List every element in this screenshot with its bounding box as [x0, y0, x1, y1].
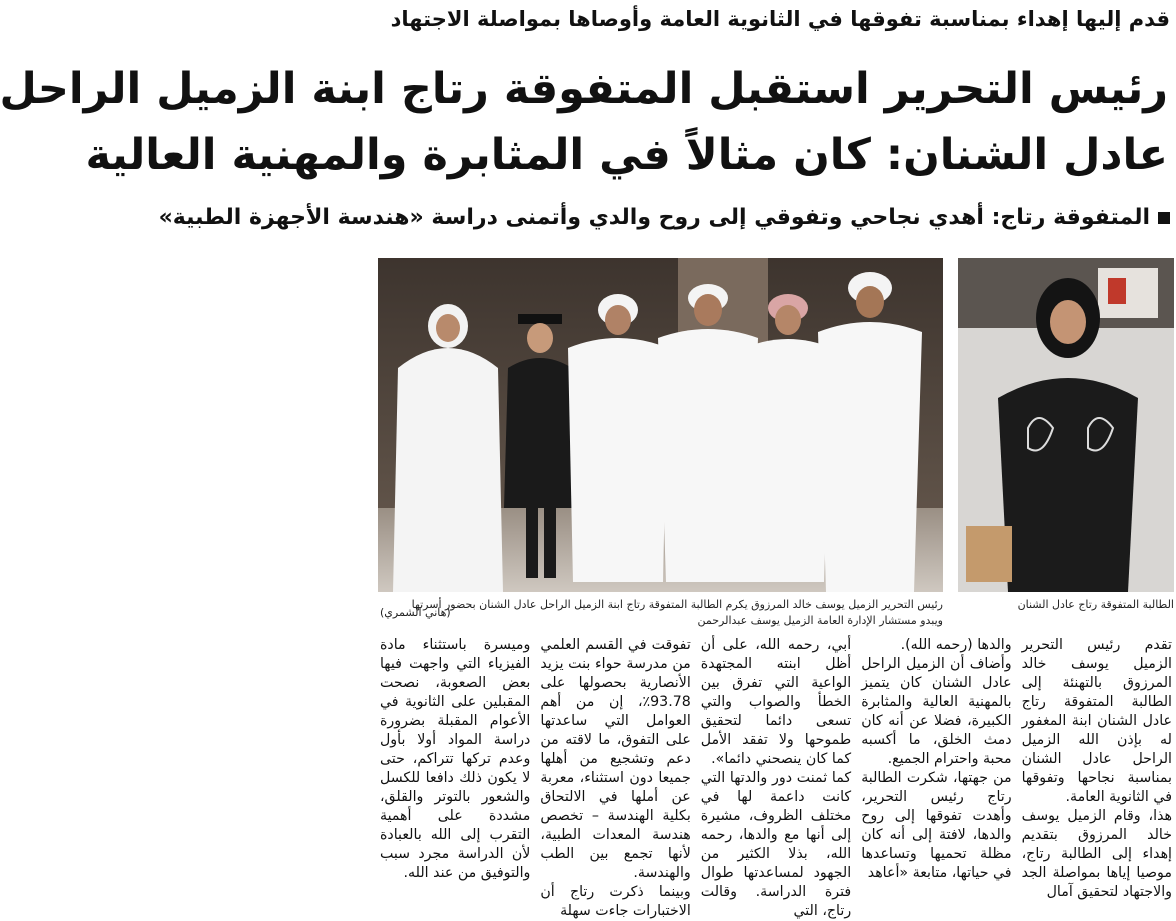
headline-line-2: عادل الشنان: كان مثالاً في المثابرة والمهنية العالية: [85, 130, 1168, 180]
article-column-3: [700, 636, 852, 919]
student-portrait: [958, 258, 1174, 592]
paragraph: وبينما ذكرت رتاج أن الاختبارات جاءت سهلة: [540, 884, 691, 919]
paragraph: والدها (رحمه الله).: [900, 637, 1012, 653]
paragraph: تقدم رئيس التحرير الزميل يوسف خالد المرزوق بالتهنئة إلى الطالبة المتفوقة رتاج عادل الشنان ابنة المغفور له بإذن الله الزميل الراحل عادل الشنان بمناسبة نجاحها وتفوقها في الثانوية العامة.: [1021, 637, 1172, 805]
photo-credit: (هاني الشمري): [380, 606, 451, 619]
article-column-1: [1021, 636, 1172, 900]
portrait-caption: الطالبة المتفوقة رتاج عادل الشنان: [1017, 598, 1174, 611]
paragraph: هذا، وقام الزميل يوسف خالد المرزوق بتقديم إهداء إلى الطالبة رتاج، موصيا إياها بمواصلة الجد والاجتهاد لتحقيق آمال: [1021, 808, 1172, 900]
article-body: [379, 636, 1172, 919]
headline-line-1: رئيس التحرير استقبل المتفوقة رتاج ابنة الزميل الراحل: [0, 64, 1168, 114]
paragraph: وميسرة باستثناء مادة الفيزياء التي واجهت فيها بعض الصعوبة، نصحت المقبلين على الثانوية في الأعوام المقبلة بضرورة دراسة المواد أولا بأول وعدم تركها تتراكم، حتى لا يكون ذلك دافعا للكسل والشعور بالتوتر والقلق، مشددة على أهمية التقرب إلى الله بالعبادة لأن الدراسة مجرد سبب والتوفيق من عند الله.: [379, 637, 531, 881]
square-bullet-icon: [1158, 212, 1170, 224]
paragraph: وأضاف أن الزميل الراحل عادل الشنان كان يتميز بالمهنية العالية والمثابرة الكبيرة، فضلا عن أنه كان دمث الخلق، ما أكسبه محبة واحترام الجميع.: [861, 656, 1012, 767]
article-column-2: [861, 636, 1012, 881]
group-photo-caption-line-1: رئيس التحرير الزميل يوسف خالد المرزوق يكرم الطالبة المتفوقة رتاج ابنة الزميل الراحل عادل الشنان بحضور أسرتها: [411, 598, 943, 611]
kicker: قدم إليها إهداء بمناسبة تفوقها في الثانوية العامة وأوصاها بمواصلة الاجتهاد: [390, 7, 1170, 31]
headline: [0, 56, 1168, 188]
paragraph: أبي، رحمه الله، على أن أظل ابنته المجتهدة الواعية التي تفرق بين الخطأ والصواب والتي تسعى دائما لتحقيق طموحها ولا تفقد الأمل كما كان ينصحني دائما».: [700, 637, 852, 767]
subhead-text: المتفوقة رتاج: أهدي نجاحي وتفوقي إلى روح والدي وأتمنى دراسة «هندسة الأجهزة الطبية»: [158, 205, 1150, 230]
group-photo-caption-line-2: ويبدو مستشار الإدارة العامة الزميل يوسف عبدالرحمن: [697, 614, 943, 627]
paragraph: من جهتها، شكرت الطالبة رتاج رئيس التحرير، وأهدت تفوقها إلى روح والدها، لافتة إلى أنه كان مظلة تحميها وتساعدها في حياتها، متابعة «أعاهد: [861, 770, 1012, 881]
paragraph: تفوقت في القسم العلمي من مدرسة حواء بنت يزيد الأنصارية بحصولها على 93.78٪، إن من أهم العوامل التي ساعدتها على التفوق، ما لاقته من دعم وتشجيع من أهلها جميعا دون استثناء، معربة عن أملها في الالتحاق بكلية الهندسة – تخصص هندسة المعدات الطبية، لأنها تجمع بين الطب والهندسة.: [540, 637, 691, 881]
group-photo: [378, 258, 943, 592]
group-photo-illustration: [378, 258, 943, 592]
student-portrait-illustration: [958, 258, 1174, 592]
article-column-4: [540, 636, 691, 919]
subhead: [158, 198, 1170, 238]
article-column-5: [379, 636, 531, 881]
paragraph: كما ثمنت دور والدتها التي كانت داعمة لها في مختلف الظروف، مشيرة إلى أنها مع والدها، رحمه الله، بذلا الكثير من الجهود لمساعدتها طوال فترة الدراسة. وقالت رتاج، التي: [700, 770, 852, 919]
